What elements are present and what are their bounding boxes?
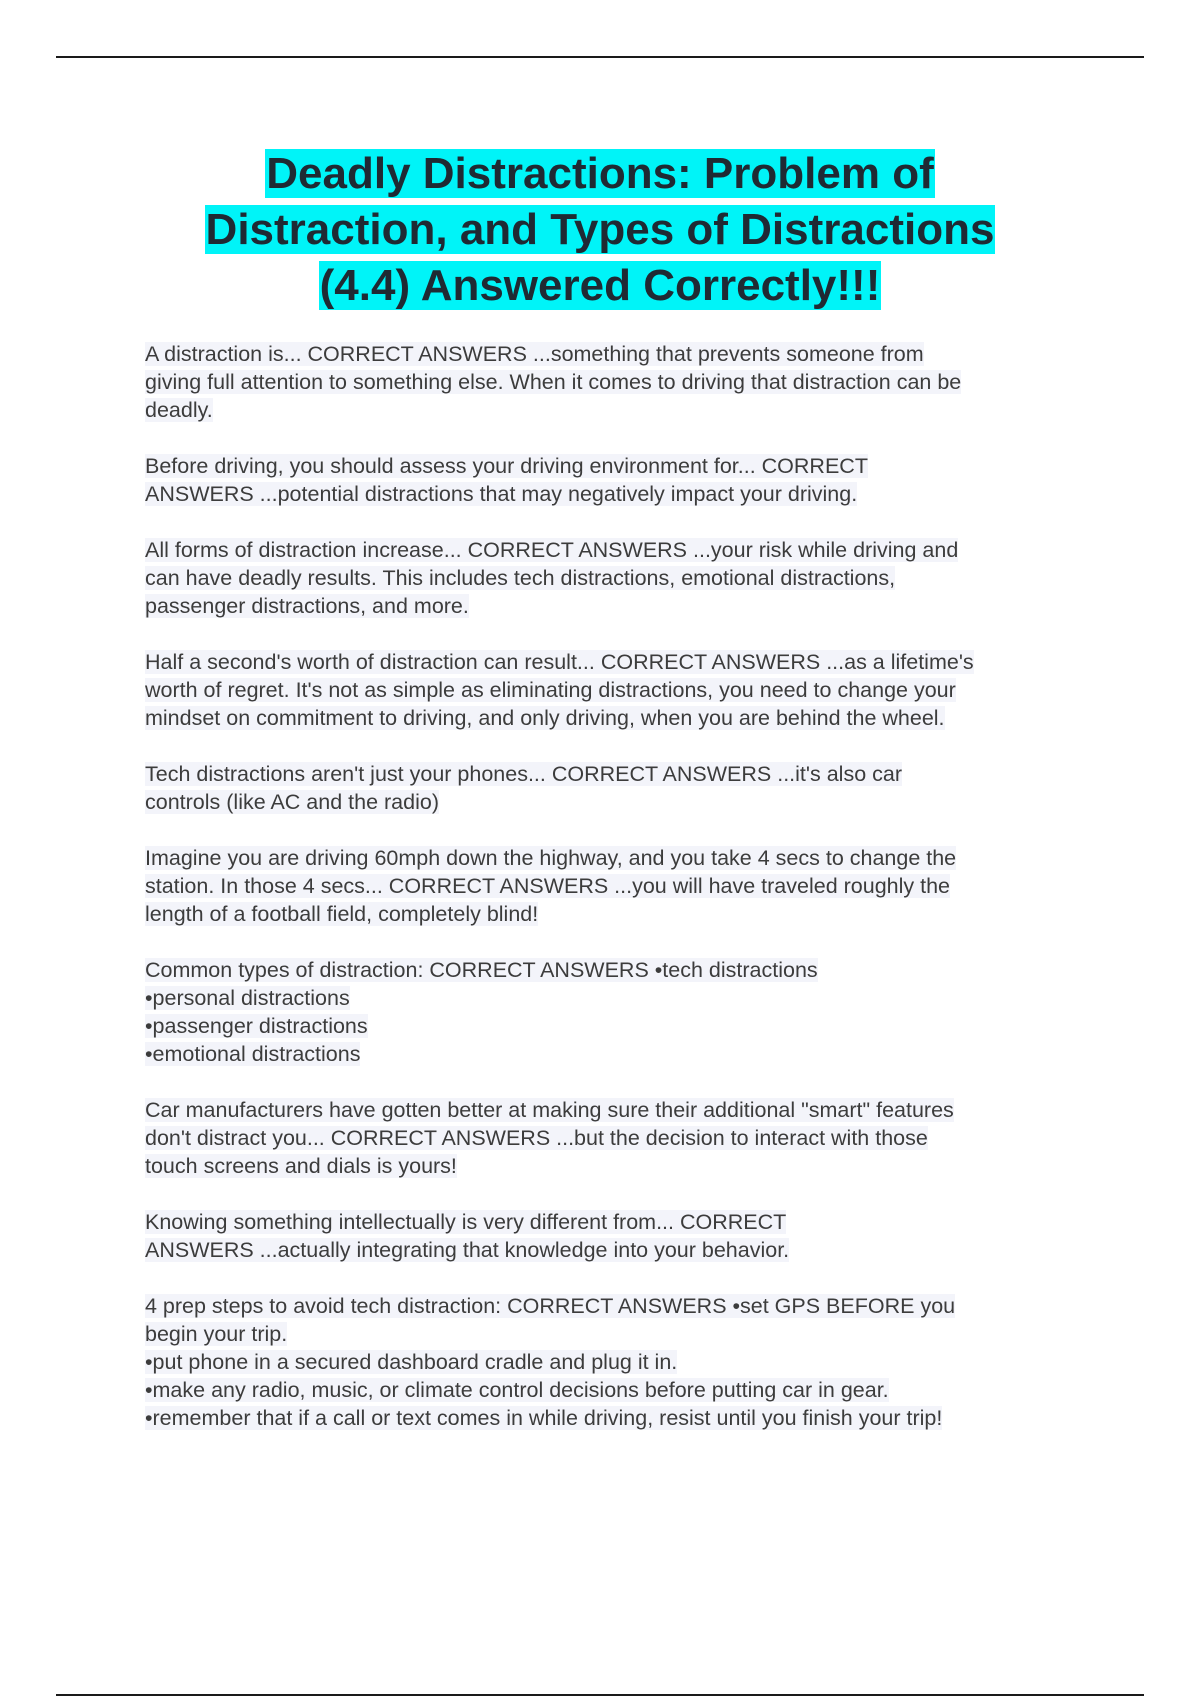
qa-line-text: •emotional distractions [145,1042,361,1066]
qa-line [145,1404,1080,1432]
qa-line-text: All forms of distraction increase... CORRECT ANSWERS ...your risk while driving and [145,538,959,562]
qa-line-text: A distraction is... CORRECT ANSWERS ...something that prevents someone from [145,342,924,366]
qa-line-text: ANSWERS ...actually integrating that knowledge into your behavior. [145,1238,790,1262]
qa-line-text: controls (like AC and the radio) [145,790,439,814]
qa-line-text: station. In those 4 secs... CORRECT ANSWERS ...you will have traveled roughly the [145,874,951,898]
qa-line [145,1348,1080,1376]
qa-line [145,984,1080,1012]
title-line: Distraction, and Types of Distractions [205,205,995,254]
title-line: Deadly Distractions: Problem of [266,149,934,198]
qa-item [145,648,1080,732]
qa-line-text: Tech distractions aren't just your phones... CORRECT ANSWERS ...it's also car [145,762,903,786]
qa-line [145,592,1080,620]
qa-line [145,760,1080,788]
qa-item [145,536,1080,620]
qa-line-text: begin your trip. [145,1322,288,1346]
qa-line-text: 4 prep steps to avoid tech distraction: CORRECT ANSWERS •set GPS BEFORE you [145,1294,956,1318]
bottom-rule [56,1694,1144,1696]
qa-list [145,340,1080,1460]
qa-line-text: passenger distractions, and more. [145,594,469,618]
qa-line-text: don't distract you... CORRECT ANSWERS ...but the decision to interact with those [145,1126,928,1150]
qa-item [145,1096,1080,1180]
qa-line [145,452,1080,480]
qa-line-text: Imagine you are driving 60mph down the highway, and you take 4 secs to change the [145,846,957,870]
qa-line [145,900,1080,928]
qa-item [145,452,1080,508]
qa-item [145,760,1080,816]
qa-line [145,396,1080,424]
qa-line [145,1040,1080,1068]
qa-line-text: •put phone in a secured dashboard cradle and plug it in. [145,1350,678,1374]
title-line: (4.4) Answered Correctly!!! [319,261,881,310]
qa-line-text: worth of regret. It's not as simple as eliminating distractions, you need to change your [145,678,956,702]
qa-line-text: can have deadly results. This includes tech distractions, emotional distractions, [145,566,896,590]
qa-line [145,340,1080,368]
qa-line [145,1376,1080,1404]
qa-line-text: touch screens and dials is yours! [145,1154,457,1178]
qa-line [145,648,1080,676]
qa-line [145,676,1080,704]
qa-item [145,1292,1080,1432]
qa-line-text: •remember that if a call or text comes in while driving, resist until you finish your trip! [145,1406,943,1430]
qa-line [145,956,1080,984]
qa-line-text: Common types of distraction: CORRECT ANSWERS •tech distractions [145,958,818,982]
qa-line [145,704,1080,732]
qa-line-text: Half a second's worth of distraction can result... CORRECT ANSWERS ...as a lifetime's [145,650,974,674]
qa-line-text: •passenger distractions [145,1014,368,1038]
qa-line-text: •make any radio, music, or climate control decisions before putting car in gear. [145,1378,889,1402]
qa-line [145,1320,1080,1348]
qa-line [145,1096,1080,1124]
qa-line [145,1236,1080,1264]
qa-line-text: mindset on commitment to driving, and only driving, when you are behind the wheel. [145,706,945,730]
qa-line [145,1292,1080,1320]
qa-line-text: giving full attention to something else. When it comes to driving that distraction can be [145,370,962,394]
qa-line [145,872,1080,900]
qa-line-text: •personal distractions [145,986,350,1010]
qa-line [145,1012,1080,1040]
qa-line-text: deadly. [145,398,213,422]
page-title [80,146,1120,314]
qa-item [145,340,1080,424]
qa-line [145,480,1080,508]
qa-line [145,1152,1080,1180]
top-rule [56,56,1144,58]
qa-line-text: Car manufacturers have gotten better at making sure their additional "smart" features [145,1098,954,1122]
qa-line [145,788,1080,816]
qa-line [145,1124,1080,1152]
qa-line-text: Knowing something intellectually is very different from... CORRECT [145,1210,787,1234]
qa-line [145,1208,1080,1236]
qa-item [145,1208,1080,1264]
qa-line [145,844,1080,872]
qa-line-text: ANSWERS ...potential distractions that may negatively impact your driving. [145,482,858,506]
qa-line [145,536,1080,564]
qa-line [145,368,1080,396]
qa-line-text: length of a football field, completely blind! [145,902,539,926]
qa-item [145,844,1080,928]
qa-line [145,564,1080,592]
qa-line-text: Before driving, you should assess your driving environment for... CORRECT [145,454,868,478]
qa-item [145,956,1080,1068]
